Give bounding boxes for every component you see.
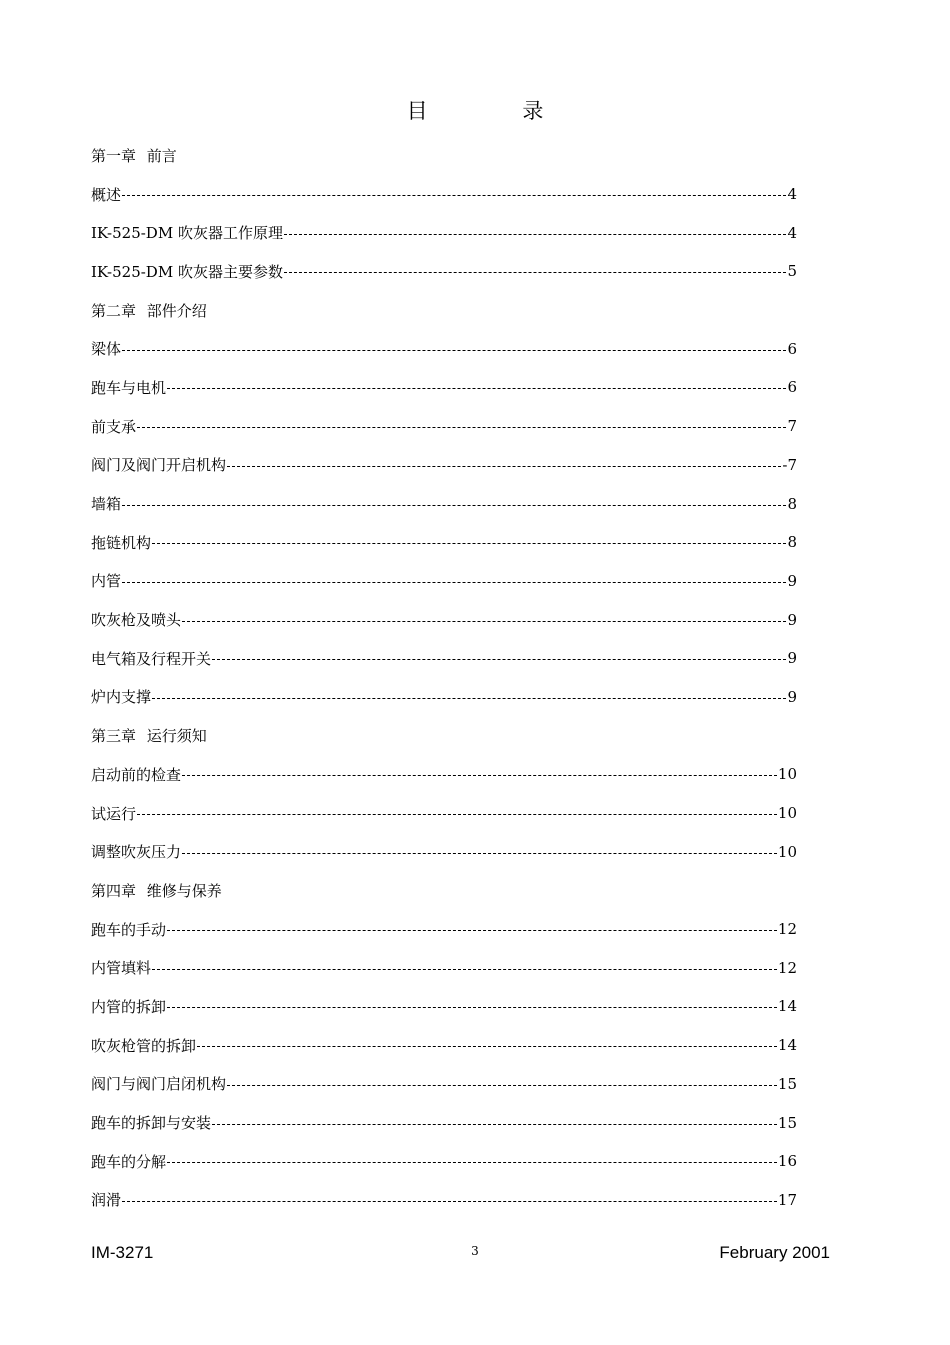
toc-entry[interactable] <box>91 987 797 1026</box>
toc-dot-leader <box>137 426 786 428</box>
toc-entry[interactable] <box>91 523 797 562</box>
toc-entry-label: IK-525-DM 吹灰器工作原理 <box>91 224 283 243</box>
toc-entry-page-number: 4 <box>787 185 797 204</box>
toc-entry[interactable] <box>91 368 797 407</box>
toc-entry-label: 启动前的检查 <box>91 765 182 784</box>
toc-entry-label: 润滑 <box>91 1191 122 1210</box>
toc-dot-leader <box>152 542 786 544</box>
toc-dot-leader <box>137 813 777 815</box>
toc-entry-page-number: 5 <box>787 262 797 281</box>
toc-entry-page-number: 10 <box>777 804 797 823</box>
toc-entry-label: IK-525-DM 吹灰器主要参数 <box>91 262 283 281</box>
toc-entry[interactable] <box>91 948 797 987</box>
toc-entry-label: 跑车的分解 <box>91 1152 167 1171</box>
toc-dot-leader <box>182 620 786 622</box>
toc-dot-leader <box>122 504 786 506</box>
toc-entry[interactable] <box>91 329 797 368</box>
toc-entry-label: 阀门及阀门开启机构 <box>91 456 227 475</box>
toc-entry-label: 吹灰枪及喷头 <box>91 611 182 630</box>
toc-dot-leader <box>122 349 786 351</box>
toc-dot-leader <box>167 929 777 931</box>
toc-dot-leader <box>284 233 786 235</box>
toc-entry-page-number: 8 <box>787 494 797 513</box>
toc-entry[interactable] <box>91 678 797 717</box>
toc-entry-label: 电气箱及行程开关 <box>91 649 212 668</box>
toc-dot-leader <box>152 968 777 970</box>
toc-entry[interactable] <box>91 794 797 833</box>
toc-entry-page-number: 9 <box>787 687 797 706</box>
toc-entry-label: 炉内支撑 <box>91 688 152 707</box>
toc-entry-label: 吹灰枪管的拆卸 <box>91 1036 197 1055</box>
toc-entry-page-number: 17 <box>777 1190 797 1209</box>
toc-dot-leader <box>167 387 786 389</box>
toc-dot-leader <box>182 774 777 776</box>
toc-dot-leader <box>167 1006 777 1008</box>
toc-entry-label: 内管的拆卸 <box>91 997 167 1016</box>
toc-entry-page-number: 4 <box>787 223 797 242</box>
toc-entry-label: 调整吹灰压力 <box>91 843 182 862</box>
toc-entry-label: 内管 <box>91 572 122 591</box>
toc-dot-leader <box>212 1123 777 1125</box>
toc-entry-page-number: 12 <box>777 958 797 977</box>
toc-entry-page-number: 15 <box>777 1113 797 1132</box>
toc-entry[interactable] <box>91 832 797 871</box>
toc-entry-label: 跑车的手动 <box>91 920 167 939</box>
toc-entry-page-number: 9 <box>787 571 797 590</box>
toc-entry[interactable] <box>91 1142 797 1181</box>
toc-entry-page-number: 7 <box>787 417 797 436</box>
toc-dot-leader <box>284 271 786 273</box>
toc-entry[interactable] <box>91 1026 797 1065</box>
toc-dot-leader <box>227 1084 777 1086</box>
toc-entry-page-number: 6 <box>787 339 797 358</box>
toc-entry-page-number: 10 <box>777 765 797 784</box>
toc-chapter-heading: 第一章 前言 <box>91 146 177 165</box>
toc-entry-label: 墙箱 <box>91 495 122 514</box>
toc-entry-page-number: 10 <box>777 842 797 861</box>
toc-entry[interactable] <box>91 446 797 485</box>
toc-entry-page-number: 15 <box>777 1074 797 1093</box>
toc-entry-page-number: 6 <box>787 378 797 397</box>
toc-entry-label: 内管填料 <box>91 959 152 978</box>
toc-entry[interactable] <box>91 562 797 601</box>
toc-entry-page-number: 14 <box>777 1036 797 1055</box>
toc-dot-leader <box>227 465 781 467</box>
toc-dot-leader <box>167 1161 777 1163</box>
toc-dot-leader <box>182 852 777 854</box>
toc-entry-page-number: 14 <box>777 997 797 1016</box>
toc-entry[interactable] <box>91 755 797 794</box>
toc-entry[interactable] <box>91 175 797 214</box>
toc-entry[interactable] <box>91 600 797 639</box>
toc-entry-label: 概述 <box>91 185 122 204</box>
toc-dot-leader <box>197 1045 777 1047</box>
toc-entry[interactable] <box>91 639 797 678</box>
toc-entry-page-number: 8 <box>787 533 797 552</box>
toc-entry-label: 跑车的拆卸与安装 <box>91 1114 212 1133</box>
toc-entry-page-number: 9 <box>787 610 797 629</box>
toc-entry-label: 前支承 <box>91 417 137 436</box>
toc-entry[interactable] <box>91 213 797 252</box>
toc-chapter-heading: 第二章 部件介绍 <box>91 301 207 320</box>
toc-entry-page-number: 9 <box>787 649 797 668</box>
toc-entry-page-number: 12 <box>777 920 797 939</box>
toc-entry[interactable] <box>91 484 797 523</box>
toc-chapter-heading: 第四章 维修与保养 <box>91 881 222 900</box>
table-of-contents <box>91 136 811 1219</box>
toc-dot-leader <box>122 194 786 196</box>
toc-entry-page-number: 16 <box>777 1152 797 1171</box>
footer-page-number: 3 <box>471 1244 479 1258</box>
toc-entry-page-number: -7 <box>782 455 797 474</box>
toc-chapter-heading: 第三章 运行须知 <box>91 727 207 746</box>
toc-entry[interactable] <box>91 910 797 949</box>
toc-entry-label: 跑车与电机 <box>91 378 167 397</box>
footer-date: February 2001 <box>719 1243 830 1262</box>
toc-entry[interactable] <box>91 407 797 446</box>
toc-dot-leader <box>122 581 786 583</box>
toc-entry-label: 拖链机构 <box>91 533 152 552</box>
toc-entry-label: 阀门与阀门启闭机构 <box>91 1075 227 1094</box>
toc-dot-leader <box>212 658 786 660</box>
toc-entry[interactable] <box>91 1103 797 1142</box>
toc-entry[interactable] <box>91 1065 797 1104</box>
toc-entry-label: 梁体 <box>91 340 122 359</box>
toc-dot-leader <box>152 697 786 699</box>
toc-entry[interactable] <box>91 252 797 291</box>
toc-dot-leader <box>122 1200 777 1202</box>
footer-document-id: IM-3271 <box>91 1243 154 1262</box>
toc-entry[interactable] <box>91 1181 797 1220</box>
page-title: 目 录 <box>406 99 588 123</box>
toc-entry-label: 试运行 <box>91 804 137 823</box>
